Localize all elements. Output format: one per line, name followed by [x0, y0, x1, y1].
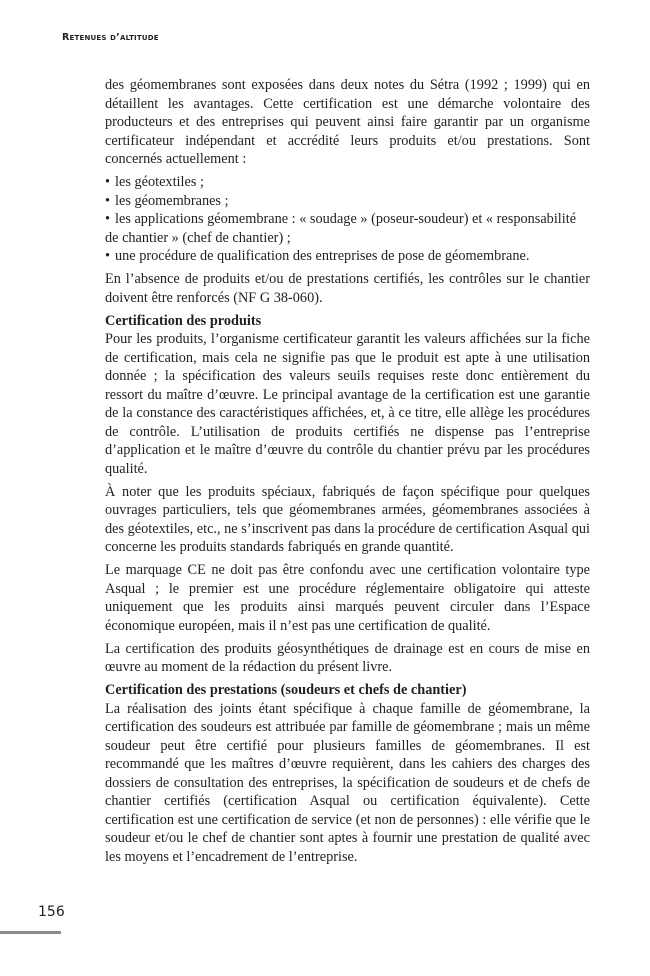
section-service-certification: [105, 681, 590, 866]
section-product-certification: [105, 312, 590, 677]
bullet-icon: •: [105, 174, 111, 190]
section-heading: Certification des prestations (soudeurs et chefs de chantier): [105, 682, 467, 698]
page-body: [105, 76, 590, 871]
list-item: • les géotextiles ;: [105, 174, 204, 190]
folio-rule: [0, 931, 61, 934]
list-item: • les géomembranes ;: [105, 192, 229, 209]
paragraph: Pour les produits, l’organisme certificateur garantit les valeurs affichées sur la fiche de certification, mais cela ne signifie pas que le produit est apte à une utilisation donnée ; la spécification des valeurs seuils requises reste donc entièrement du ressort du maître d’œuvre. Le principal avantage de la certification est une garantie de la constance des caractéristiques affichées, et, à ce titre, elle allège les procédures de contrôle. L’utilisation de produits certifiés ne dispense pas l’entreprise d’application et le maître d’œuvre du contrôle du chantier prévu par les procédures qualité.: [105, 331, 590, 477]
running-head: Retenues d’altitude: [62, 32, 159, 43]
absence-paragraph: En l’absence de produits et/ou de prestations certifiés, les contrôles sur le chantier doivent être renforcés (NF G 38-060).: [105, 271, 590, 306]
intro-paragraph: des géomembranes sont exposées dans deux notes du Sétra (1992 ; 1999) qui en détaillent les avantages. Cette certification est une démarche volontaire des producteurs et des entreprises qui peuvent ainsi faire garantir par un organisme certificateur indépendant et accrédité leurs produits et/ou prestations. Sont concernés actuellement :: [105, 77, 590, 167]
paragraph: À noter que les produits spéciaux, fabriqués de façon spécifique pour quelques ouvrages particuliers, tels que géomembranes armées, géomembranes associées à des géotextiles, etc., ne s’inscrivent pas dans la procédure de certification Asqual qui concerne les produits standards fabriqués en grande quantité.: [105, 483, 590, 555]
bullet-icon: •: [105, 211, 111, 227]
paragraph: La certification des produits géosynthétiques de drainage est en cours de mise en œuvre au moment de la rédaction du présent livre.: [105, 640, 590, 675]
bullet-icon: •: [105, 192, 111, 209]
paragraph: Le marquage CE ne doit pas être confondu avec une certification volontaire type Asqual ; le premier est une procédure réglementaire obligatoire qui atteste uniquement que les produits ainsi marqués peuvent circuler dans l’Espace économique européen, mais il n’est pas une certification de qualité.: [105, 562, 590, 634]
section-heading: Certification des produits: [105, 312, 262, 329]
list-item: • les applications géomembrane : « soudage » (poseur-soudeur) et « responsabilité de chantier » (chef de chantier) ;: [105, 211, 577, 246]
certification-list: [105, 173, 590, 266]
page-number: 156: [38, 904, 65, 920]
bullet-icon: •: [105, 248, 111, 264]
paragraph: La réalisation des joints étant spécifique à chaque famille de géomembrane, la certification des soudeurs est attribuée par famille de géomembrane ; mais un même soudeur peut être certifié pour plusieurs familles de géomembranes. Il est recommandé que les maîtres d’œuvre requièrent, dans les cahiers des charges des dossiers de consultation des entreprises, la spécification de soudeurs et de chefs de chantier certifiés (certification Asqual ou certification équivalente). Cette certification est une certification de service (et non de personnes) : elle vérifie que le soudeur et/ou le chef de chantier sont aptes à fournir une prestation de qualité avec les moyens et l’encadrement de l’entreprise.: [105, 700, 590, 865]
list-item: • une procédure de qualification des entreprises de pose de géomembrane.: [105, 248, 530, 264]
